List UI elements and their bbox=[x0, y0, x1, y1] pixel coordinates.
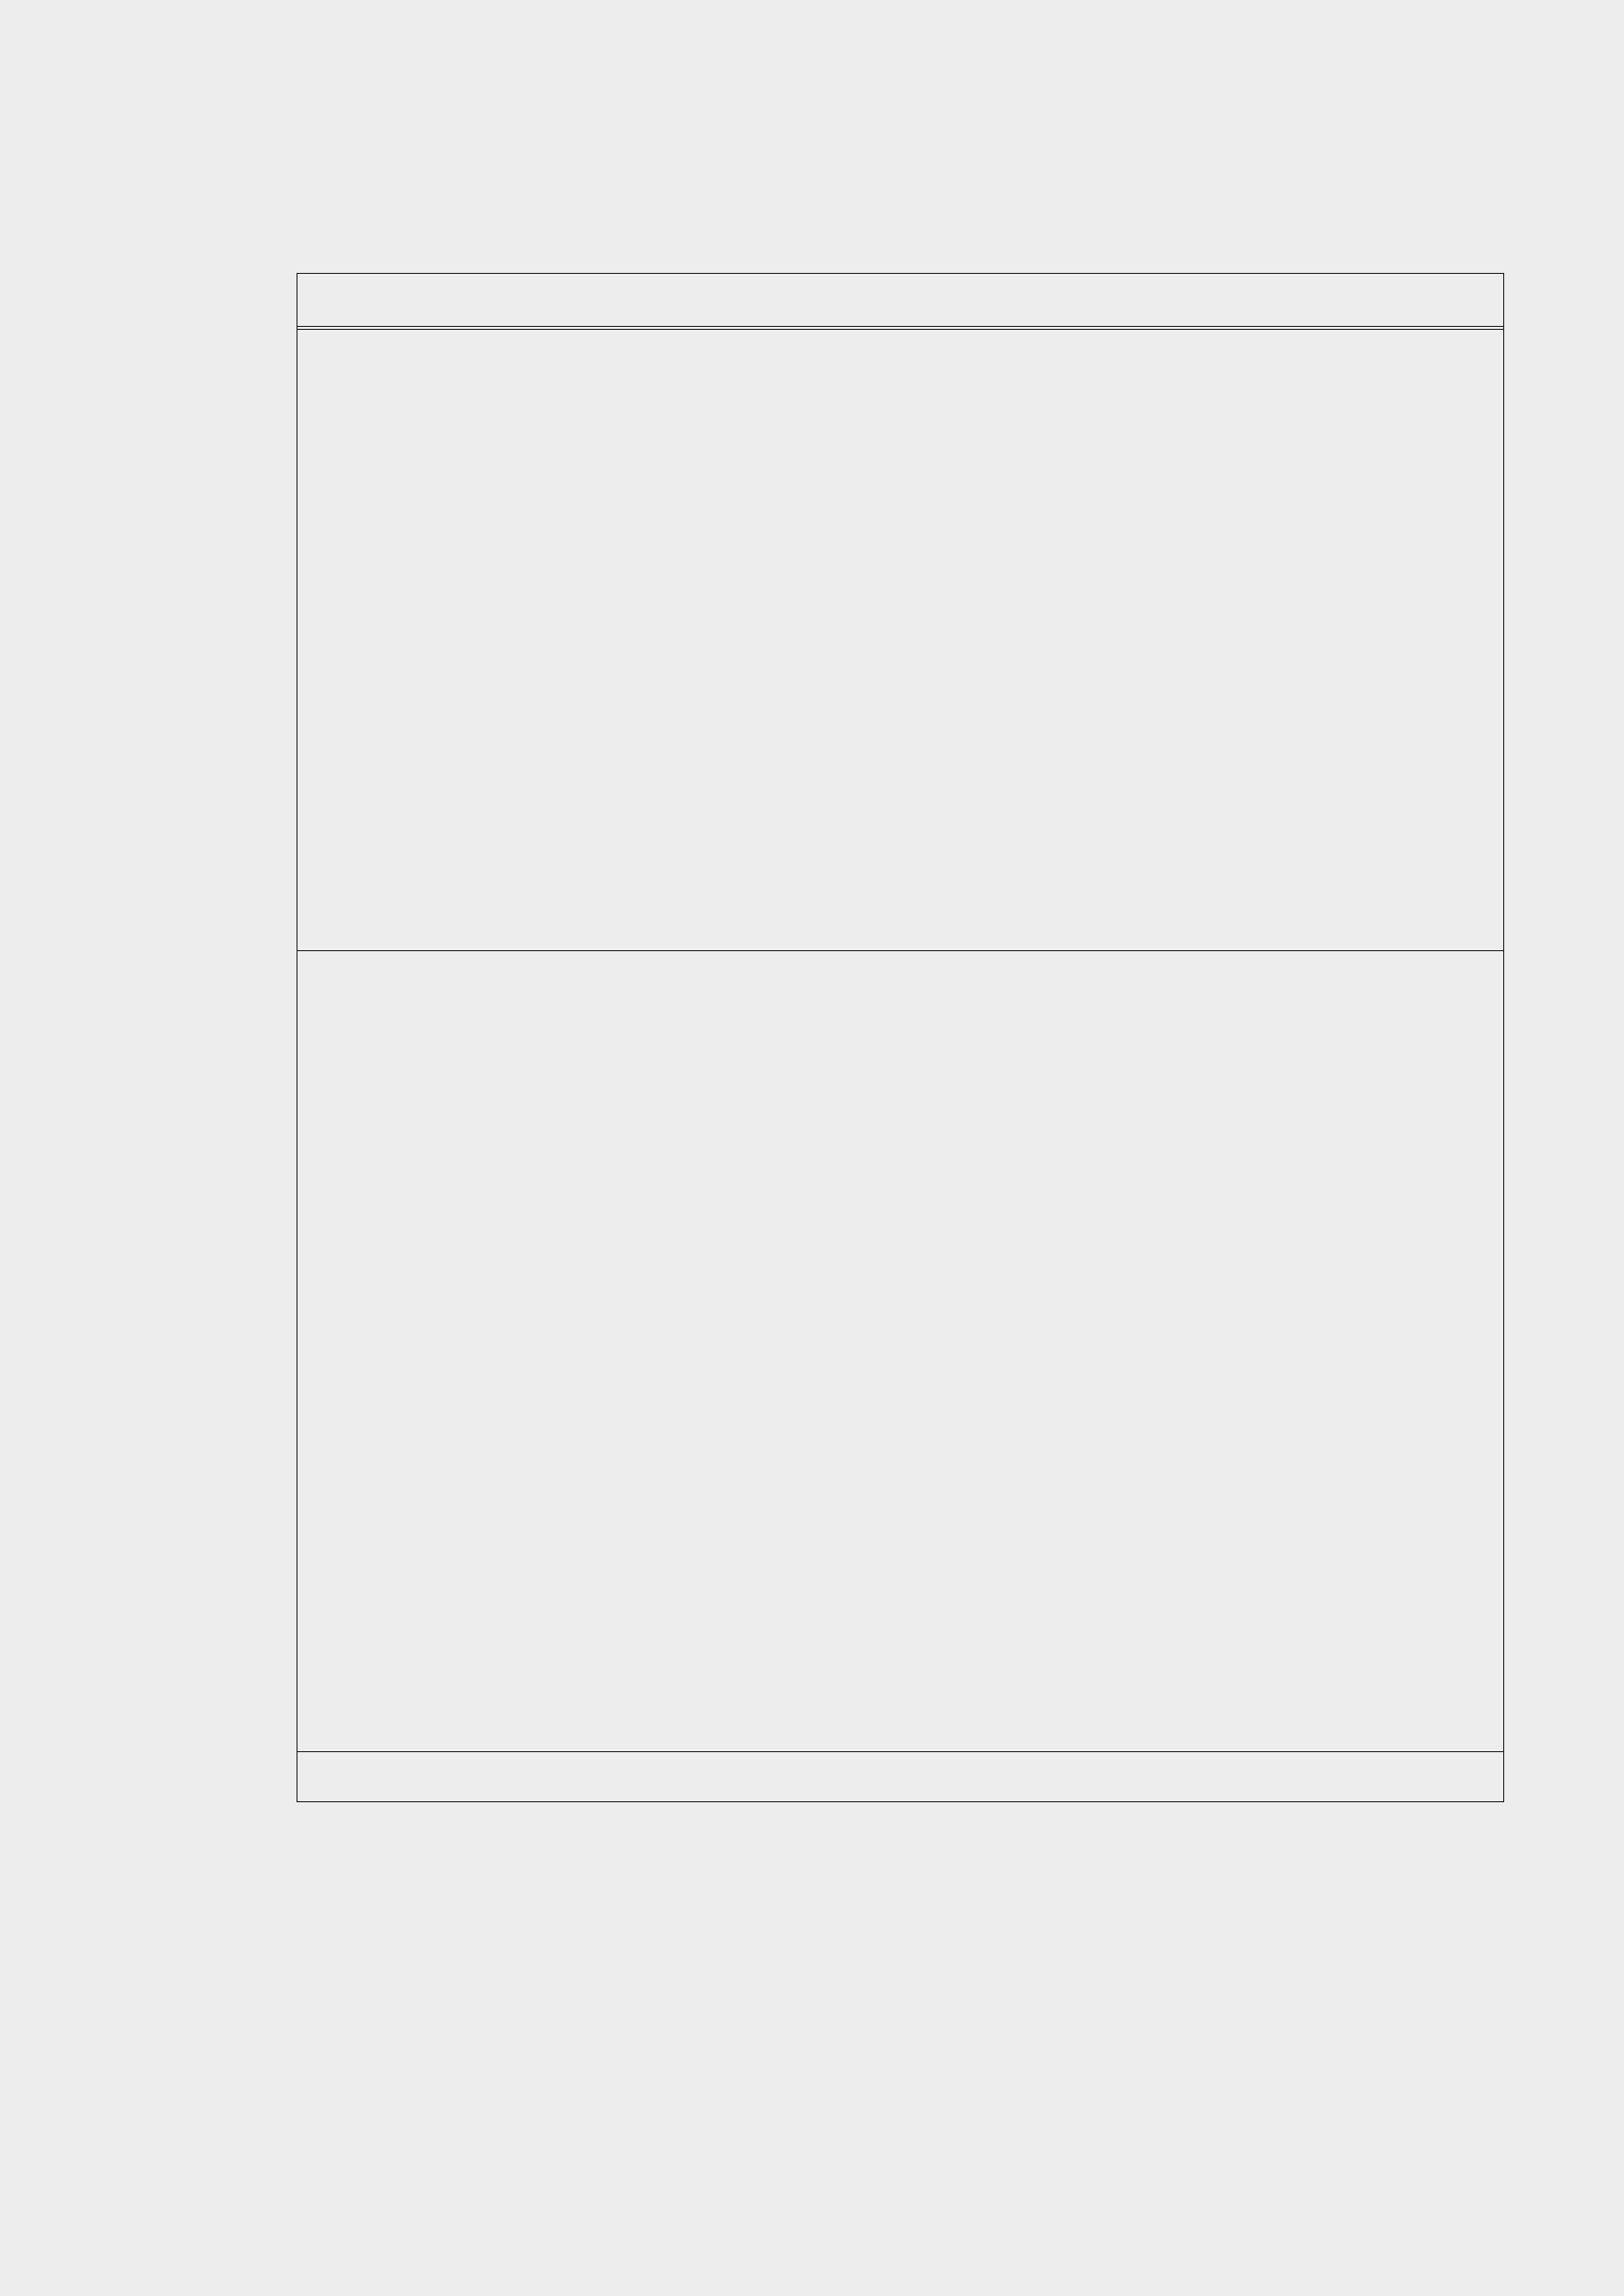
table-divider bbox=[298, 950, 1503, 951]
chart-pback bbox=[298, 1000, 1501, 1746]
table-3 bbox=[297, 273, 1504, 1802]
table-header bbox=[298, 274, 1503, 330]
table-divider-note bbox=[298, 1751, 1503, 1752]
